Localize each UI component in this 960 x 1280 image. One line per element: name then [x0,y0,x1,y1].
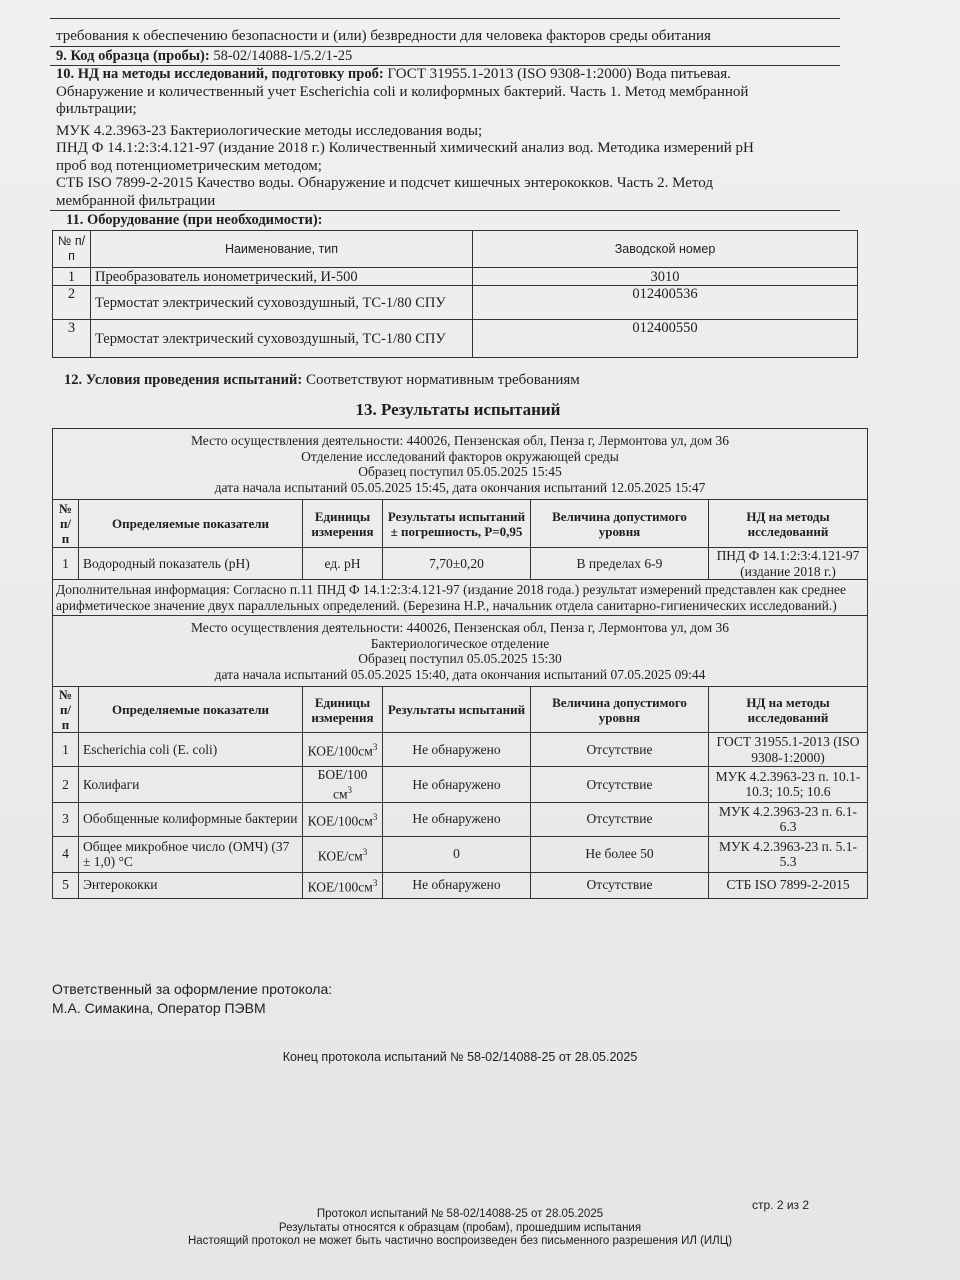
b1-limit: В пределах 6-9 [531,548,709,580]
b1-header-num: № п/п [53,500,79,548]
b2-units-sup: 3 [347,784,353,795]
b2-header-num: № п/п [53,687,79,733]
b2-units-sup: 3 [372,742,378,752]
footer [0,1208,920,1249]
eq-num: 2 [53,286,91,320]
methods-line6: проб вод потенциометрическим методом; [56,157,322,174]
top-rule [50,18,840,19]
eq-serial: 3010 [473,268,858,286]
b2-indicator: Общее микробное число (ОМЧ) (37 ± 1,0) °C [79,836,303,872]
end-text: Конец протокола испытаний № 58-02/14088-25 от 28.05.2025 [282,1050,638,1064]
block2-dates: дата начала испытаний 05.05.2025 15:40, дата окончания испытаний 07.05.2025 09:44 [214,666,706,682]
b2-units-text: КОЕ/100см [307,813,373,828]
conditions-label: 12. Условия проведения испытаний: [64,372,303,388]
b2-limit: Не более 50 [531,836,709,872]
b2-num: 2 [53,767,79,803]
methods-line2: Обнаружение и количественный учет Escherichia coli и колиформных бактерий. Часть 1. Метод мембранной [56,83,749,100]
b1-header-units: Единицы измерения [303,500,383,548]
eq-serial: 012400536 [473,286,858,320]
b2-units-text: КОЕ/100см [307,879,373,894]
b2-result: Не обнаружено [383,767,531,803]
b1-units: ед. pH [303,548,383,580]
results-table-1 [52,428,868,899]
b2-units-text: КОЕ/100см [307,743,373,759]
b2-result: Не обнаружено [383,802,531,836]
results-title: 13. Результаты испытаний [355,400,561,419]
b1-header-result: Результаты испытаний ± погрешность, P=0,95 [383,500,531,548]
b2-result: Не обнаружено [383,733,531,767]
b2-header-units: Единицы измерения [303,687,383,733]
block2-dept: Бактериологическое отделение [370,635,550,651]
b2-limit: Отсутствие [531,733,709,767]
eq-header-name: Наименование, тип [91,231,473,268]
table-row [53,802,868,836]
sample-code [56,48,352,65]
b2-indicator: Обобщенные колиформные бактерии [79,802,303,836]
b2-units [303,733,383,767]
methods-line1: ГОСТ 31955.1-2013 (ISO 9308-1:2000) Вода питьевая. [387,66,731,82]
block2-place: Место осуществления деятельности: 440026, Пензенская обл, Пенза г, Лермонтова ул, дом 36 [190,620,730,635]
b2-limit: Отсутствие [531,802,709,836]
equipment-table [52,230,858,358]
b1-header-limit: Величина допустимого уровня [531,500,709,548]
b2-units [303,872,383,898]
b2-method: МУК 4.2.3963-23 п. 5.1-5.3 [709,836,868,872]
block1-dept: Отделение исследований факторов окружающей среды [301,448,619,464]
b2-units [303,836,383,872]
methods-label: 10. НД на методы исследований, подготовку проб: [56,66,384,82]
eq-num: 3 [53,320,91,358]
b2-units-sup: 3 [362,846,368,857]
b2-limit: Отсутствие [531,767,709,803]
methods-line5: ПНД Ф 14.1:2:3:4.121-97 (издание 2018 г.) Количественный химический анализ вод. Методика измерений pH [56,140,754,156]
b2-result: Не обнаружено [383,872,531,898]
b2-header-method: НД на методы исследований [709,687,868,733]
b2-num: 3 [53,802,79,836]
footer-line3: Настоящий протокол не может быть частично воспроизведен без письменного разрешения ИЛ (ИЛЦ) [187,1235,733,1247]
footer-line1: Протокол испытаний № 58-02/14088-25 от 28.05.2025 [316,1208,604,1220]
methods-line8: мембранной фильтрации [56,192,216,209]
eq-name: Преобразователь ионометрический, И-500 [91,268,473,286]
b2-units-text: БОЕ/100 см [317,767,368,801]
b2-result: 0 [383,836,531,872]
top-line-text: требования к обеспечению безопасности и (или) безвредности для человека факторов среды обитания [56,28,711,44]
b2-units [303,802,383,836]
block1-note: Дополнительная информация: Согласно п.11 ПНД Ф 14.1:2:3:4.121-97 (издание 2018 года.) результат измерений представлен как среднее арифметическое значение двух параллельных определений. (Березина Н.Р., начальник отдела санитарно-гигиенических исследований.) [53,580,868,616]
b2-method: ГОСТ 31955.1-2013 (ISO 9308-1:2000) [709,733,868,767]
b2-header-result: Результаты испытаний [383,687,531,733]
table-row [53,548,868,580]
b2-num: 5 [53,872,79,898]
methods-line4: МУК 4.2.3963-23 Бактериологические методы исследования воды; [56,122,483,139]
page-number: стр. 2 из 2 [752,1198,810,1212]
methods-section [56,66,846,210]
table-row [53,733,868,767]
footer-line2: Результаты относятся к образцам (пробам), прошедшим испытания [278,1221,642,1234]
equipment-label: 11. Оборудование (при необходимости): [66,212,323,228]
methods-line3: фильтрации; [56,101,137,117]
block1-received: Образец поступил 05.05.2025 15:45 [358,464,562,479]
b2-method: МУК 4.2.3963-23 п. 6.1-6.3 [709,802,868,836]
table-row [53,320,858,358]
block1-header [53,429,868,500]
b2-header-indicator: Определяемые показатели [79,687,303,733]
table-row [53,268,858,286]
table-row [53,286,858,320]
eq-header-num: № п/п [53,231,91,268]
b2-indicator: Энтерококки [79,872,303,898]
sample-code-label: 9. Код образца (пробы): [56,48,210,64]
b2-header-limit: Величина допустимого уровня [531,687,709,733]
block2-received: Образец поступил 05.05.2025 15:30 [358,651,562,666]
rule-1 [50,46,840,47]
b2-indicator: Escherichia coli (E. coli) [79,733,303,767]
methods-line7: СТБ ISO 7899-2-2015 Качество воды. Обнаружение и подсчет кишечных энтерококков. Часть 2. Метод [56,175,713,191]
sample-code-value: 58-02/14088-1/5.2/1-25 [213,48,353,64]
b2-num: 1 [53,733,79,767]
conditions-value: Соответствуют нормативным требованиям [305,372,580,388]
b2-num: 4 [53,836,79,872]
eq-serial: 012400550 [473,320,858,358]
b2-method: МУК 4.2.3963-23 п. 10.1-10.3; 10.5; 10.6 [709,767,868,803]
responsible [52,980,332,1018]
block1-place: Место осуществления деятельности: 440026, Пензенская обл, Пенза г, Лермонтова ул, дом 36 [190,433,730,448]
b1-result: 7,70±0,20 [383,548,531,580]
b2-units-text: КОЕ/см [317,848,363,863]
b1-method: ПНД Ф 14.1:2:3:4.121-97 (издание 2018 г.) [709,548,868,580]
eq-name: Термостат электрический суховоздушный, ТС-1/80 СПУ [91,286,473,320]
b2-units-sup: 3 [372,811,378,822]
b1-num: 1 [53,548,79,580]
eq-name: Термостат электрический суховоздушный, ТС-1/80 СПУ [91,320,473,358]
b2-units [303,767,383,803]
eq-header-serial: Заводской номер [473,231,858,268]
table-row [53,836,868,872]
responsible-name: М.А. Симакина, Оператор ПЭВМ [52,1000,266,1016]
b2-units-sup: 3 [372,877,378,888]
b1-indicator: Водородный показатель (pH) [79,548,303,580]
b2-indicator: Колифаги [79,767,303,803]
b2-method: СТБ ISO 7899-2-2015 [709,872,868,898]
rule-3 [50,210,840,211]
conditions [64,372,580,390]
b2-limit: Отсутствие [531,872,709,898]
block2-header [53,616,868,687]
block1-dates: дата начала испытаний 05.05.2025 15:45, дата окончания испытаний 12.05.2025 15:47 [214,479,706,495]
table-row [53,767,868,803]
table-row [53,872,868,898]
eq-num: 1 [53,268,91,286]
responsible-label: Ответственный за оформление протокола: [52,981,333,997]
b1-header-method: НД на методы исследований [709,500,868,548]
b1-header-indicator: Определяемые показатели [79,500,303,548]
